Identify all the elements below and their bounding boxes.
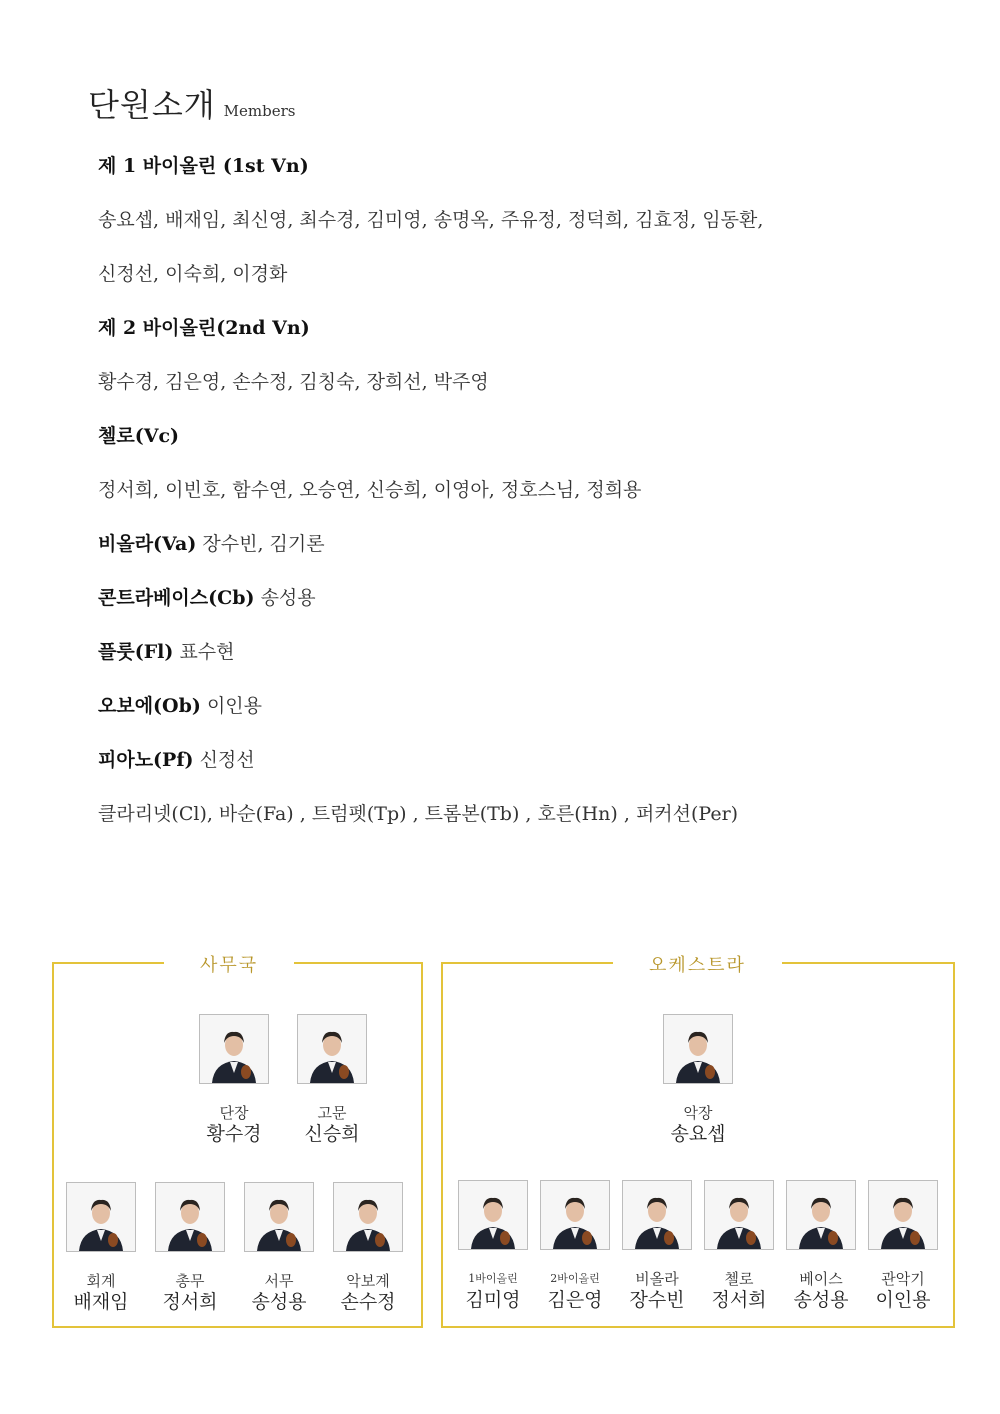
section-row (98, 424, 179, 448)
person-role: 총무 (175, 1272, 205, 1290)
person-name: 정서희 (711, 1289, 767, 1311)
person-name: 김미영 (465, 1289, 521, 1311)
title-english: Members (223, 102, 296, 120)
person-name: 황수경 (206, 1123, 262, 1145)
portrait-icon (245, 1183, 313, 1251)
section-row (98, 208, 763, 232)
person-card (287, 1014, 377, 1146)
person-name: 송요셉 (670, 1123, 726, 1145)
person-photo (66, 1182, 136, 1252)
person-photo (155, 1182, 225, 1252)
section-text: 송성용 (260, 587, 316, 609)
person-card (189, 1014, 279, 1146)
portrait-icon (156, 1183, 224, 1251)
person-role: 첼로 (724, 1270, 754, 1288)
orchestra-box (441, 955, 955, 1328)
section-label: 오보에(Ob) (98, 695, 201, 717)
person-photo (199, 1014, 269, 1084)
person-role: 베이스 (799, 1270, 843, 1288)
portrait-icon (541, 1181, 609, 1249)
person-photo (540, 1180, 610, 1250)
section-text: 신정선 (199, 749, 255, 771)
person-role: 서무 (264, 1272, 294, 1290)
section-text: 정서희, 이빈호, 함수연, 오승연, 신승희, 이영아, 정호스님, 정희용 (98, 479, 642, 501)
portrait-icon (623, 1181, 691, 1249)
section-text: 표수현 (179, 641, 235, 663)
person-card (448, 1180, 538, 1312)
portrait-icon (334, 1183, 402, 1251)
person-role: 회계 (86, 1272, 116, 1290)
person-role: 악보계 (346, 1272, 390, 1290)
person-card (323, 1182, 413, 1314)
portrait-icon (787, 1181, 855, 1249)
office-title: 사무국 (164, 951, 294, 977)
person-role: 1바이올린 (468, 1272, 518, 1285)
portrait-icon (869, 1181, 937, 1249)
section-label: 콘트라베이스(Cb) (98, 587, 255, 609)
section-label: 피아노(Pf) (98, 749, 194, 771)
person-photo (333, 1182, 403, 1252)
section-row (98, 802, 738, 826)
person-name: 손수정 (340, 1291, 396, 1313)
person-card (612, 1180, 702, 1312)
person-card (530, 1180, 620, 1312)
section-row (98, 586, 316, 610)
person-name: 김은영 (547, 1289, 603, 1311)
person-photo (297, 1014, 367, 1084)
orchestra-title: 오케스트라 (613, 951, 782, 977)
person-name: 장수빈 (629, 1289, 685, 1311)
section-label: 제 1 바이올린 (1st Vn) (98, 155, 309, 177)
person-photo (704, 1180, 774, 1250)
person-card (56, 1182, 146, 1314)
section-row (98, 262, 287, 286)
section-label: 플룻(Fl) (98, 641, 174, 663)
person-photo (868, 1180, 938, 1250)
section-row (98, 316, 310, 340)
page-title (88, 80, 295, 126)
person-card (653, 1014, 743, 1146)
section-text: 송요셉, 배재임, 최신영, 최수경, 김미영, 송명옥, 주유정, 정덕희, 김효정, 임동환, (98, 209, 764, 231)
person-card (776, 1180, 866, 1312)
section-text: 신정선, 이숙희, 이경화 (98, 263, 288, 285)
section-row (98, 154, 309, 178)
person-role: 단장 (219, 1104, 249, 1122)
section-text: 이인용 (206, 695, 262, 717)
person-photo (663, 1014, 733, 1084)
section-row (98, 694, 262, 718)
person-name: 송성용 (251, 1291, 307, 1313)
person-name: 송성용 (793, 1289, 849, 1311)
person-photo (786, 1180, 856, 1250)
person-role: 비올라 (635, 1270, 679, 1288)
section-row (98, 370, 489, 394)
person-name: 신승희 (304, 1123, 360, 1145)
person-card (234, 1182, 324, 1314)
person-role: 2바이올린 (550, 1272, 600, 1285)
portrait-icon (298, 1015, 366, 1083)
person-photo (622, 1180, 692, 1250)
portrait-icon (200, 1015, 268, 1083)
person-card (858, 1180, 948, 1312)
section-label: 비올라(Va) (98, 533, 197, 555)
section-text: 황수경, 김은영, 손수정, 김칭숙, 장희선, 박주영 (98, 371, 489, 393)
section-row (98, 478, 641, 502)
section-row (98, 748, 255, 772)
section-label: 첼로(Vc) (98, 425, 179, 447)
office-box (52, 955, 423, 1328)
person-photo (244, 1182, 314, 1252)
section-text: 장수빈, 김기론 (202, 533, 325, 555)
title-korean: 단원소개 (88, 86, 216, 124)
person-photo (458, 1180, 528, 1250)
portrait-icon (705, 1181, 773, 1249)
section-row (98, 640, 235, 664)
person-role: 관악기 (881, 1270, 925, 1288)
section-label: 제 2 바이올린(2nd Vn) (98, 317, 310, 339)
person-role: 악장 (683, 1104, 713, 1122)
section-text: 클라리넷(Cl), 바순(Fa) , 트럼펫(Tp) , 트롬본(Tb) , 호른(Hn) , 퍼커션(Per) (98, 803, 739, 825)
person-name: 이인용 (875, 1289, 931, 1311)
portrait-icon (459, 1181, 527, 1249)
person-card (694, 1180, 784, 1312)
portrait-icon (664, 1015, 732, 1083)
person-card (145, 1182, 235, 1314)
person-role: 고문 (317, 1104, 347, 1122)
person-name: 배재임 (73, 1291, 129, 1313)
portrait-icon (67, 1183, 135, 1251)
section-row (98, 532, 325, 556)
person-name: 정서희 (162, 1291, 218, 1313)
